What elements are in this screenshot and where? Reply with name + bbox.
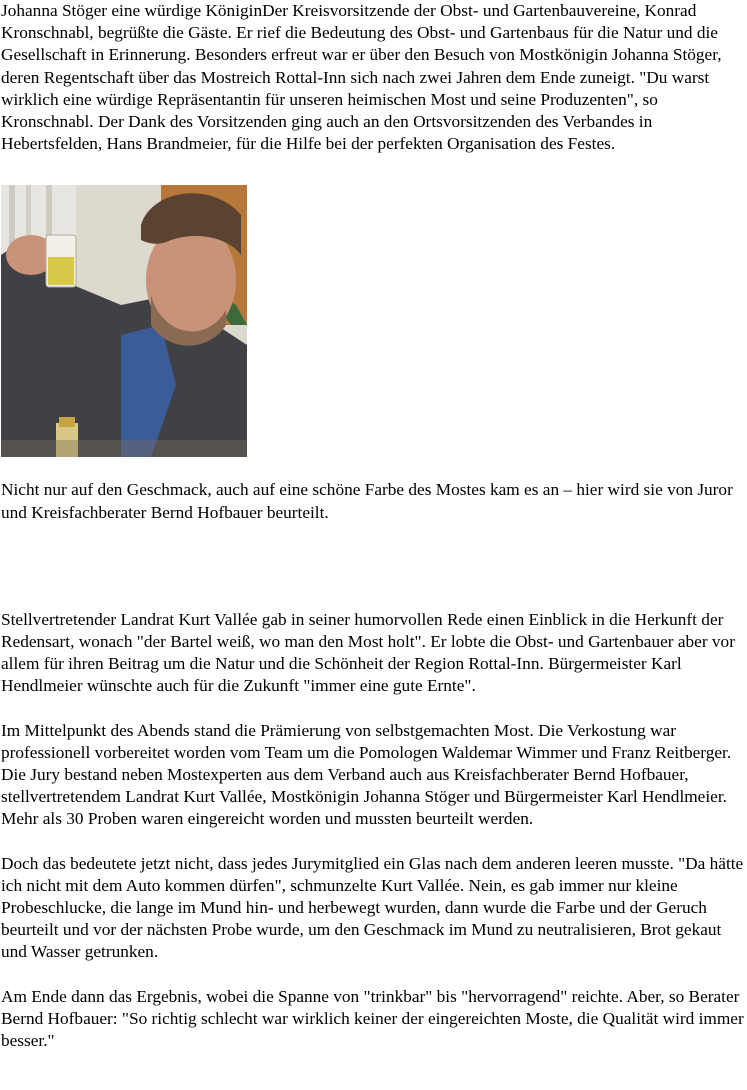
article-paragraph-intro: Johanna Stöger eine würdige KöniginDer Kreisvorsitzende der Obst- und Gartenbauvereine, Konrad Kronschnabl, begrüßte die Gäste. Er rief die Bedeutung des Obst- und Gartenbaus für die Natur und die Gesellschaft in Erinnerung. Besonders erfreut war er über den Besuch von Mostkönigin Johanna Stöger, deren Regentschaft über das Mostreich Rottal-Inn sich nach zwei Jahren dem Ende zuneigt. "Du warst wirklich eine würdige Repräsentantin für unseren heimischen Most und seine Produzenten", so Kronschnabl. Der Dank des Vorsitzenden ging auch an den Ortsvorsitzenden des Verbandes in Hebertsfelden, Hans Brandmeier, für die Hilfe bei der perfekten Organisation des Festes. [1, 1, 722, 154]
spacer [1, 964, 747, 986]
article-paragraph: Stellvertretender Landrat Kurt Vallée gab in seiner humorvollen Rede einen Einblick in die Herkunft der Redensart, wonach "der Bartel weiß, wo man den Most holt". Er lobte die Obst- und Gartenbauer aber vor allem für ihren Beitrag um die Natur und die Schönheit der Region Rottal-Inn. Bürgermeister Karl Hendlmeier wünschte auch für die Zukunft "immer eine gute Ernte". [1, 609, 735, 696]
spacer [1, 698, 747, 720]
photo-caption: Nicht nur auf den Geschmack, auch auf eine schöne Farbe des Mostes kam es an – hier wird sie von Juror und Kreisfachberater Bernd Hofbauer beurteilt. [1, 480, 733, 522]
spacer [1, 457, 747, 479]
spacer [1, 831, 747, 853]
article-photo [1, 185, 247, 457]
article-paragraph: Doch das bedeutete jetzt nicht, dass jedes Jurymitglied ein Glas nach dem anderen leeren musste. "Da hätte ich nicht mit dem Auto kommen dürfen", schmunzelte Kurt Vallée. Nein, es gab immer nur kleine Probeschlucke, die lange im Mund hin- und herbewegt wurden, dann wurde die Farbe und der Geruch beurteilt und vor der nächsten Probe wurde, um den Geschmack im Mund zu neutralisieren, Brot gekaut und Wasser getrunken. [1, 853, 744, 962]
spacer [1, 155, 747, 185]
article-paragraph: Im Mittelpunkt des Abends stand die Prämierung von selbstgemachten Most. Die Verkostung war professionell vorbereitet worden vom Team um die Pomologen Waldemar Wimmer und Franz Reitberger. Die Jury bestand neben Mostexperten aus dem Verband auch aus Kreisfachberater Bernd Hofbauer, stellvertretendem Landrat Kurt Vallée, Mostkönigin Johanna Stöger und Bürgermeister Karl Hendlmeier. Mehr als 30 Proben waren eingereicht worden und mussten beurteilt werden. [1, 720, 732, 829]
spacer [1, 524, 747, 609]
article-paragraph: Am Ende dann das Ergebnis, wobei die Spanne von "trinkbar" bis "hervorragend" reichte. Aber, so Berater Bernd Hofbauer: "So richtig schlecht war wirklich keiner der eingereichten Moste, die Qualität wird immer besser." [1, 986, 744, 1051]
